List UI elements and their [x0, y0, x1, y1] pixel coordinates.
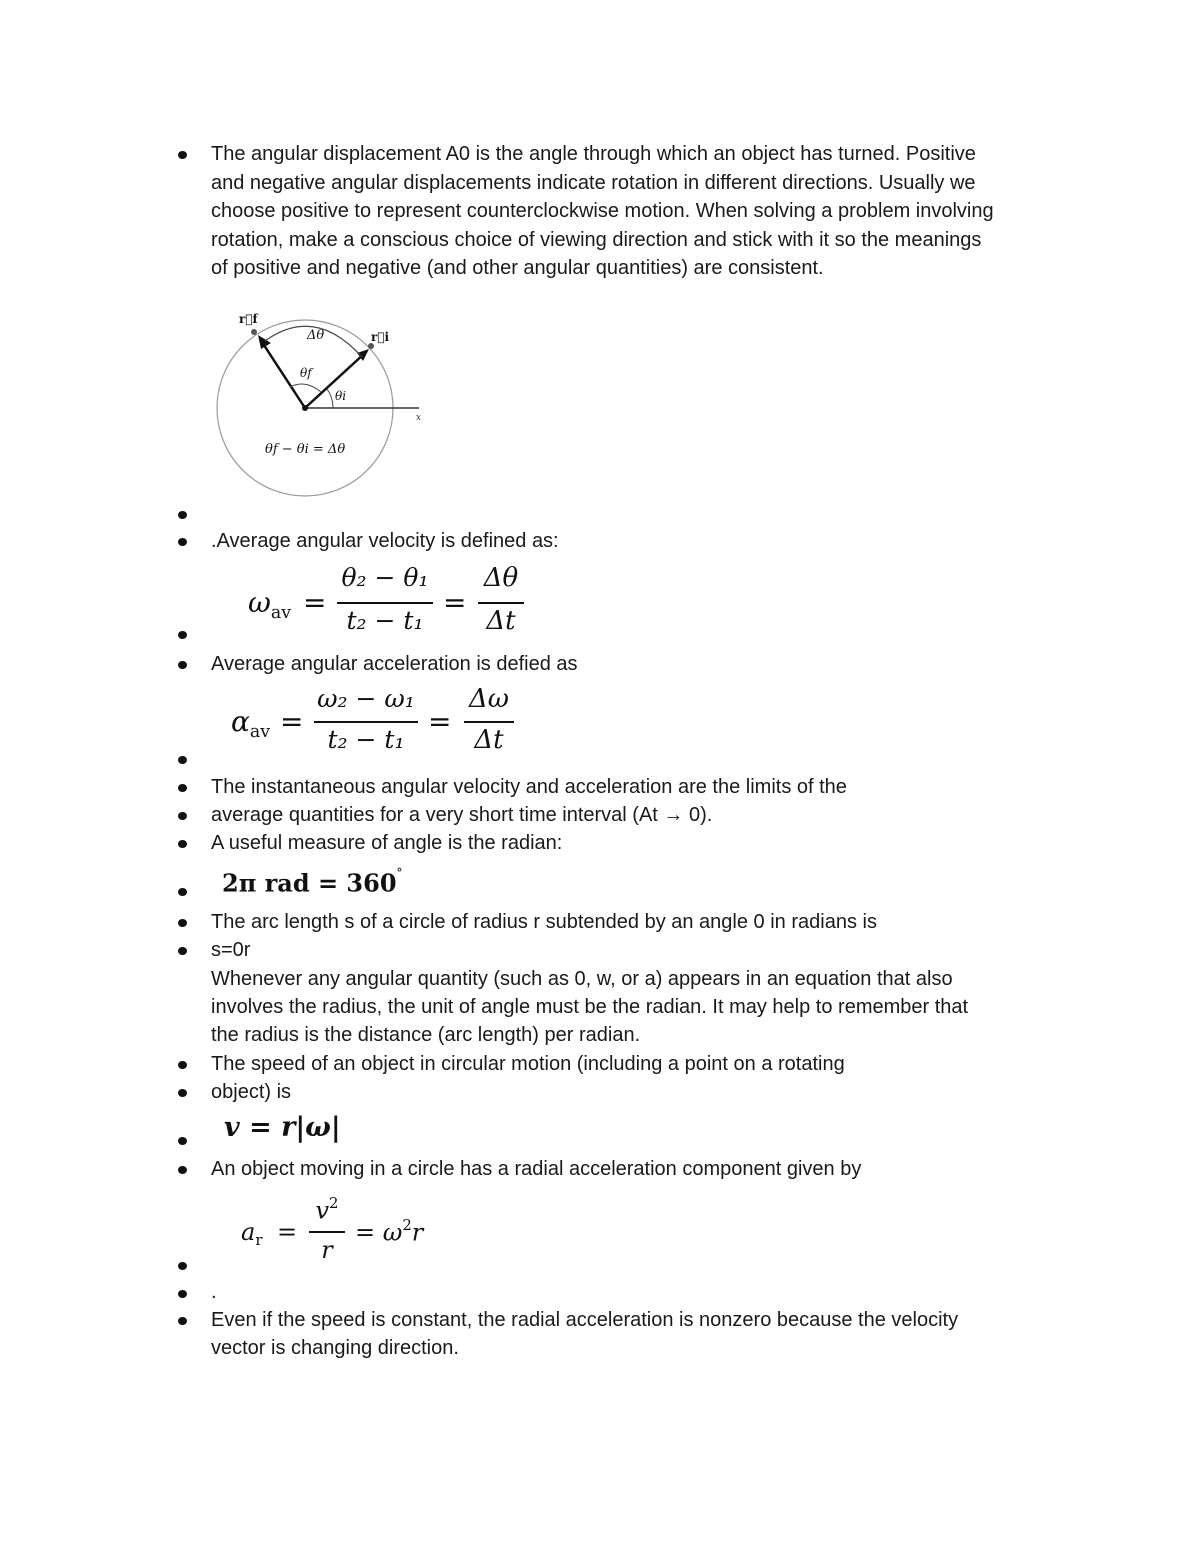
- bullet: [178, 756, 187, 764]
- arc-length-text: The arc length s of a circle of radius r subtended by an angle 0 in radians is: [211, 911, 877, 933]
- bullet: [178, 888, 187, 896]
- bullet: [178, 947, 187, 955]
- equation-speed: v = r|ω|: [224, 1112, 341, 1143]
- instantaneous-text-1: The instantaneous angular velocity and acceleration are the limits of the: [211, 776, 847, 798]
- dot-text: .: [211, 1281, 217, 1303]
- paragraph-line: of positive and negative (and other angular quantities) are consistent.: [211, 257, 824, 279]
- paragraph-line: and negative angular displacements indicate rotation in different directions. Usually we: [211, 172, 976, 194]
- eq-omega-num2: Δθ: [483, 563, 519, 593]
- paragraph-line: choose positive to represent counterclockwise motion. When solving a problem involving: [211, 200, 994, 222]
- eq-omega-lhs: $\omega_{av}$: [248, 586, 292, 624]
- instantaneous-text-2: average quantities for a very short time interval (At → 0).: [211, 804, 713, 826]
- fraction-bar: [314, 721, 418, 723]
- bullet: [178, 812, 187, 820]
- eq-alpha-den1: t₂ − t₁: [327, 725, 405, 754]
- bullet: [178, 1317, 187, 1325]
- arrowhead-rf: [258, 335, 271, 349]
- eq-alpha-equals-2: =: [428, 705, 452, 738]
- bullet: [178, 919, 187, 927]
- bullet: [178, 151, 187, 159]
- bullet: [178, 1137, 187, 1145]
- fraction-bar: [309, 1231, 345, 1233]
- paragraph-line: Whenever any angular quantity (such as 0, w, or a) appears in an equation that also: [211, 968, 953, 990]
- s-equation-text: s=0r: [211, 939, 251, 961]
- bullet: [178, 840, 187, 848]
- eq-omega-den1: t₂ − t₁: [346, 606, 424, 635]
- origin-point: [302, 405, 308, 411]
- point-rf: [251, 329, 257, 335]
- paragraph-line: involves the radius, the unit of angle must be the radian. It may help to remember that: [211, 996, 969, 1018]
- bullet: [178, 784, 187, 792]
- label-ri: r⃗i: [371, 330, 390, 344]
- radial-acceleration-text: An object moving in a circle has a radial acceleration component given by: [211, 1158, 862, 1180]
- equation-radian: 2π rad = 360°: [222, 866, 403, 898]
- speed-text-1: The speed of an object in circular motion (including a point on a rotating: [211, 1053, 845, 1075]
- bullet: [178, 1166, 187, 1174]
- eq-alpha-num2: Δω: [469, 684, 509, 714]
- speed-text-2: object) is: [211, 1081, 292, 1103]
- eq-omega-equals-2: =: [443, 586, 467, 619]
- angular-displacement-diagram: [205, 305, 435, 505]
- label-theta-i: θi: [335, 389, 347, 403]
- eq-ar-num: $v^2$: [315, 1194, 339, 1225]
- paragraph-line: vector is changing direction.: [211, 1337, 459, 1359]
- paragraph-line: The angular displacement A0 is the angle through which an object has turned. Positive: [211, 143, 976, 165]
- label-delta-theta: Δθ: [307, 328, 325, 343]
- paragraph-line: rotation, make a conscious choice of viewing direction and stick with it so the meanings: [211, 229, 982, 251]
- bullet: [178, 1089, 187, 1097]
- bullet: [178, 511, 187, 519]
- label-x-axis: x: [416, 413, 422, 423]
- paragraph-line: Even if the speed is constant, the radial acceleration is nonzero because the velocity: [211, 1309, 959, 1331]
- eq-ar-lhs: $a_r$: [241, 1218, 263, 1250]
- theta-i-arc: [327, 389, 333, 408]
- eq-alpha-lhs: $\alpha_{av}$: [231, 705, 271, 743]
- bullet: [178, 631, 187, 639]
- avg-acceleration-text: Average angular acceleration is defied as: [211, 653, 578, 675]
- radian-text: A useful measure of angle is the radian:: [211, 832, 563, 854]
- vector-rf: [260, 339, 305, 408]
- label-rf: r⃗f: [239, 312, 258, 326]
- eq-alpha-den2: Δt: [474, 725, 504, 755]
- eq-alpha-num1: ω₂ − ω₁: [317, 684, 415, 713]
- eq-omega-den2: Δt: [486, 606, 516, 636]
- bullet: [178, 1290, 187, 1298]
- eq-alpha-equals: =: [280, 705, 304, 738]
- bullet: [178, 661, 187, 669]
- eq-ar-rhs: = $\omega^2r$: [355, 1216, 424, 1247]
- avg-velocity-text: .Average angular velocity is defined as:: [211, 530, 559, 552]
- fraction-bar: [464, 721, 514, 723]
- eq-omega-equals: =: [303, 586, 327, 619]
- eq-omega-num1: θ₂ − θ₁: [341, 563, 429, 592]
- bullet: [178, 1061, 187, 1069]
- bullet: [178, 1262, 187, 1270]
- fraction-bar: [478, 602, 524, 604]
- eq-ar-den: r: [321, 1236, 333, 1264]
- fraction-bar: [337, 602, 433, 604]
- eq-ar-equals: =: [277, 1218, 298, 1246]
- label-theta-f: θf: [300, 366, 312, 380]
- diagram-equation: θf − θi = Δθ: [265, 442, 346, 457]
- paragraph-line: the radius is the distance (arc length) per radian.: [211, 1024, 641, 1046]
- bullet: [178, 538, 187, 546]
